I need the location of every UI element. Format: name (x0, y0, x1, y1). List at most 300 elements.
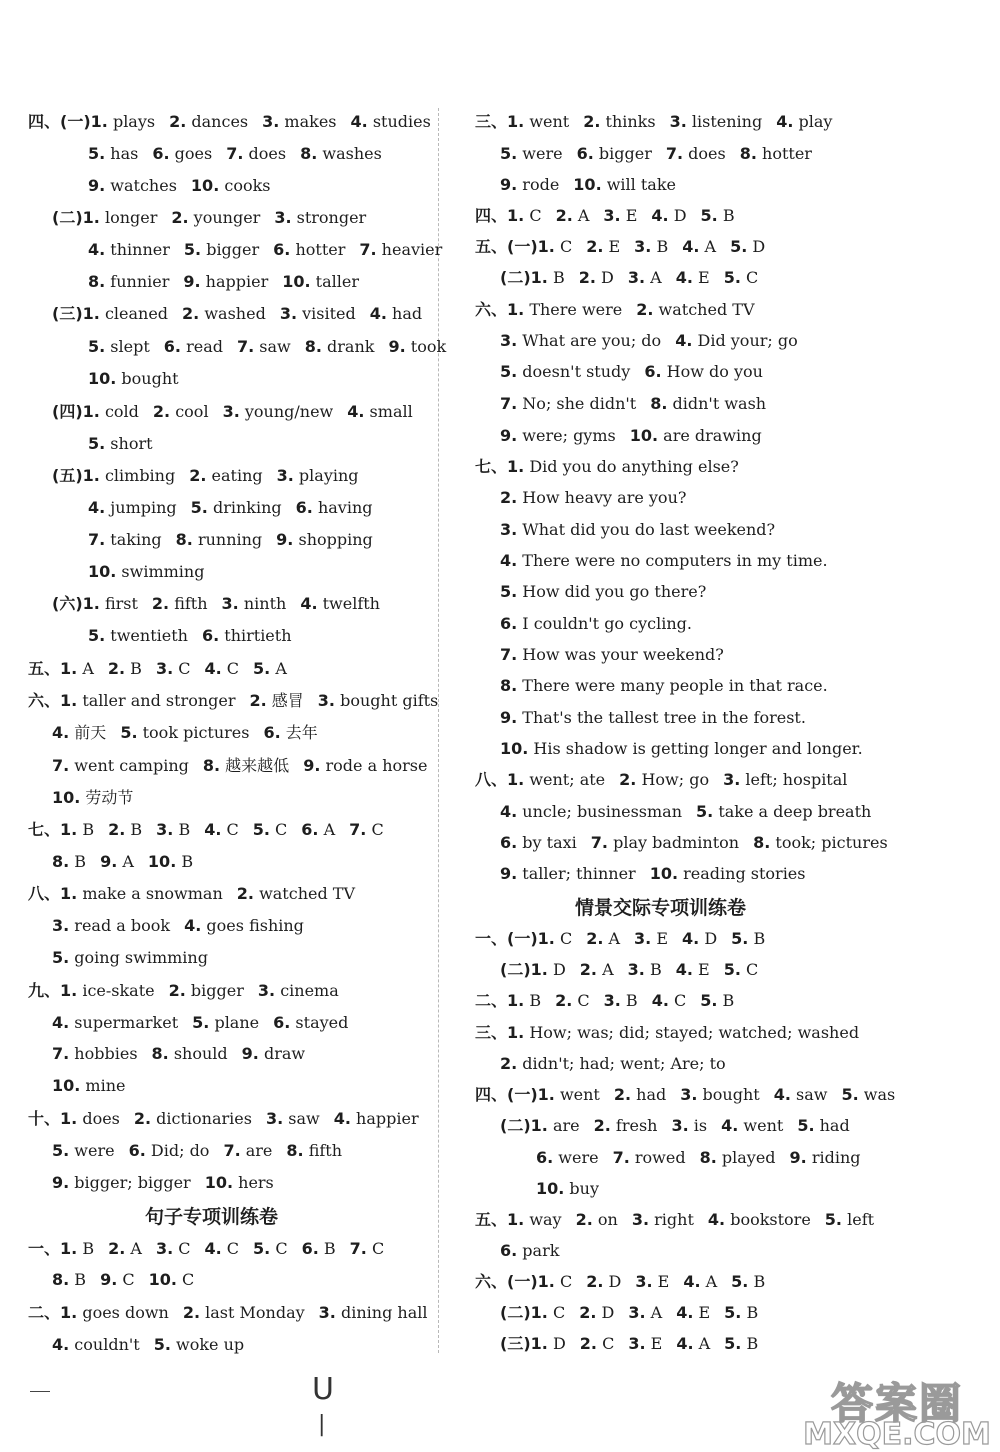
question-number: 5. (724, 1334, 742, 1353)
question-number: 3. (627, 960, 645, 979)
question-number: 9. (100, 1270, 118, 1289)
question-number: 2. (586, 929, 604, 948)
section-number: (二) (500, 268, 531, 287)
right-line-19 (500, 708, 820, 728)
answer-text: are (240, 1141, 273, 1160)
right-line-22 (500, 802, 885, 822)
left-line-33 (52, 1173, 288, 1193)
question-number: 1. (60, 884, 78, 903)
answer-text: saw (790, 1085, 828, 1104)
answer-text: B (125, 820, 143, 839)
right-line-0 (475, 112, 846, 132)
question-number: 2. (555, 991, 573, 1010)
question-number: 4. (204, 659, 222, 678)
answer-text: bigger (201, 240, 260, 259)
question-number: 2. (555, 206, 573, 225)
left-line-9 (52, 402, 427, 422)
answer-text: C (221, 659, 240, 678)
question-number: 8. (286, 1141, 304, 1160)
question-number: 8. (175, 530, 193, 549)
answer-text: slept (105, 337, 150, 356)
question-number: 1. (537, 237, 555, 256)
question-number: 4. (651, 991, 669, 1010)
question-number: 5. (88, 626, 106, 645)
question-number: 4. (184, 916, 202, 935)
answer-text: were (69, 1141, 115, 1160)
answer-text: had (386, 304, 423, 323)
answer-text: watched TV (653, 300, 755, 319)
question-number: 8. (202, 756, 221, 775)
answer-text: B (620, 991, 638, 1010)
left-line-17 (28, 659, 301, 679)
answer-text: B (717, 991, 735, 1010)
left-line-31 (28, 1109, 433, 1129)
answer-text: by taxi (517, 833, 577, 852)
answer-text: A (77, 659, 94, 678)
answer-text: thinner (105, 240, 170, 259)
question-number: 5. (253, 1239, 271, 1258)
question-number: 6. (273, 240, 291, 259)
left-line-32 (52, 1141, 356, 1161)
answer-text: left (842, 1210, 875, 1229)
answer-text: dictionaries (151, 1109, 252, 1128)
answer-text: happier (200, 272, 269, 291)
answer-text: D (595, 268, 614, 287)
answer-text: A (597, 960, 614, 979)
question-number: 6. (576, 144, 594, 163)
question-number: 8. (52, 852, 70, 871)
right-line-13 (500, 520, 789, 540)
column-divider (438, 108, 439, 1353)
question-number: 10. (88, 369, 117, 388)
question-number: 1. (537, 929, 555, 948)
answer-text: swimming (116, 562, 205, 581)
answer-text: C (554, 929, 573, 948)
answer-text: are (547, 1116, 580, 1135)
question-number: 2. (171, 208, 189, 227)
question-number: 1. (82, 594, 100, 613)
question-number: 3. (276, 466, 294, 485)
right2-line-11 (475, 1272, 779, 1292)
answer-text: left; hospital (740, 770, 848, 789)
answer-text: woke up (170, 1335, 245, 1354)
answer-text: listening (686, 112, 763, 131)
question-number: 1. (530, 960, 548, 979)
answer-text: B (524, 991, 542, 1010)
answer-text: does (683, 144, 726, 163)
right-line-9 (500, 394, 780, 414)
question-number: 3. (222, 402, 240, 421)
answer-text: drinking (207, 498, 282, 517)
question-number: 8. (650, 394, 668, 413)
right-section-heading: 情景交际专项训练卷 (575, 897, 747, 919)
answer-text: B (77, 820, 95, 839)
answer-text: park (517, 1241, 560, 1260)
answer-text: hobbies (69, 1044, 138, 1063)
question-number: 3. (221, 594, 239, 613)
left2-line-3 (52, 1335, 258, 1355)
question-number: 4. (683, 1272, 701, 1291)
question-number: 4. (204, 1239, 222, 1258)
question-number: 8. (739, 144, 757, 163)
answer-text: washed (199, 304, 266, 323)
question-number: 5. (696, 802, 714, 821)
section-number: 九、 (28, 981, 61, 1000)
question-number: 5. (88, 144, 106, 163)
question-number: 10. (500, 739, 529, 758)
answer-text: A (125, 1239, 142, 1258)
question-number: 6. (644, 362, 662, 381)
question-number: 2. (108, 1239, 126, 1258)
question-number: 4. (675, 960, 693, 979)
answer-text: D (668, 206, 687, 225)
question-number: 4. (721, 1116, 739, 1135)
answer-text: B (741, 1303, 759, 1322)
left-line-18 (28, 691, 452, 711)
question-number: 3. (671, 1116, 689, 1135)
answer-text: B (125, 659, 142, 678)
question-number: 9. (500, 708, 518, 727)
left-line-5 (88, 272, 373, 292)
handwritten-stroke: | (318, 1412, 326, 1437)
answer-text: C (173, 659, 191, 678)
question-number: 6. (301, 1239, 319, 1258)
answer-text: C (366, 820, 384, 839)
right-line-1 (500, 144, 826, 164)
section-number: 八、 (475, 770, 508, 789)
question-number: 10. (52, 788, 81, 807)
right-line-12 (500, 488, 700, 508)
answer-text: plane (209, 1013, 260, 1032)
answer-text: cinema (275, 981, 339, 1000)
section-number: (二) (52, 208, 83, 227)
answer-text: taller and stronger (77, 691, 236, 710)
question-number: 10. (536, 1179, 565, 1198)
question-number: 1. (82, 466, 100, 485)
left-line-2 (88, 176, 284, 196)
answer-text: C (173, 1239, 191, 1258)
answer-text: A (603, 929, 621, 948)
question-number: 2. (500, 1054, 518, 1073)
answer-text: went camping (69, 756, 189, 775)
right-line-18 (500, 676, 842, 696)
question-number: 9. (52, 1173, 70, 1192)
answer-text: 前天 (69, 723, 107, 742)
answer-text: twelfth (317, 594, 380, 613)
question-number: 10. (148, 1270, 177, 1289)
question-number: 4. (707, 1210, 726, 1229)
question-number: 2. (152, 402, 171, 421)
answer-text: read (181, 337, 223, 356)
question-number: 7. (500, 645, 518, 664)
question-number: 3. (723, 770, 741, 789)
answer-text: B (69, 852, 87, 871)
question-number: 3. (279, 304, 298, 323)
answer-text: A (318, 820, 336, 839)
left-line-24 (28, 884, 369, 904)
answer-text: C (270, 1239, 288, 1258)
answer-text: C (221, 1239, 240, 1258)
answer-text: B (77, 1239, 95, 1258)
question-number: 7. (52, 756, 70, 775)
answer-text: A (270, 659, 287, 678)
answer-text: fifth (169, 594, 208, 613)
answer-text: studies (367, 112, 431, 131)
question-number: 3. (635, 1272, 653, 1291)
section-number: 四、 (475, 206, 508, 225)
right-line-4 (475, 237, 779, 257)
left-line-27 (28, 981, 353, 1001)
question-number: 9. (500, 426, 518, 445)
answer-text: D (547, 960, 566, 979)
question-number: 2. (182, 1303, 201, 1322)
question-number: 9. (241, 1044, 259, 1063)
answer-text: bigger; bigger (69, 1173, 191, 1192)
answer-text: stronger (291, 208, 367, 227)
answer-text: young/new (239, 402, 334, 421)
answer-text: take a deep breath (713, 802, 872, 821)
right-line-3 (475, 206, 749, 226)
answer-text: I couldn't go cycling. (517, 614, 692, 633)
question-number: 9. (100, 852, 118, 871)
answer-text: goes fishing (201, 916, 304, 935)
answer-text: rode a horse (320, 756, 428, 775)
answer-text: C (117, 1270, 135, 1289)
question-number: 6. (536, 1148, 554, 1167)
right-line-20 (500, 739, 877, 759)
left-section-heading: 句子专项训练卷 (145, 1206, 279, 1228)
question-number: 4. (682, 929, 700, 948)
question-number: 6. (295, 498, 313, 517)
answer-text: cold (99, 402, 139, 421)
question-number: 8. (500, 676, 518, 695)
answer-text: D (699, 929, 718, 948)
question-number: 9. (388, 337, 406, 356)
answer-text: taking (105, 530, 162, 549)
question-number: 4. (676, 1334, 694, 1353)
question-number: 1. (530, 1303, 548, 1322)
question-number: 10. (649, 864, 679, 883)
question-number: 4. (347, 402, 365, 421)
right-line-6 (475, 300, 769, 320)
question-number: 2. (575, 1210, 593, 1229)
right2-line-4 (500, 1054, 740, 1074)
question-number: 9. (500, 175, 518, 194)
question-number: 2. (583, 112, 601, 131)
answer-text: twentieth (105, 626, 188, 645)
section-number: 四、(一) (28, 112, 91, 131)
handwritten-mark: U (312, 1372, 334, 1407)
answer-text: fresh (610, 1116, 658, 1135)
answer-text: hers (233, 1173, 274, 1192)
question-number: 4. (52, 1013, 70, 1032)
section-number: 五、 (28, 659, 61, 678)
left-line-4 (88, 240, 456, 260)
right-line-21 (475, 770, 861, 790)
answer-text: hotter (290, 240, 346, 259)
question-number: 1. (530, 1334, 548, 1353)
question-number: 8. (699, 1148, 717, 1167)
answer-text: What did you do last weekend? (517, 520, 776, 539)
answer-text: cooks (219, 176, 271, 195)
question-number: 10. (147, 852, 177, 871)
answer-text: going swimming (69, 948, 208, 967)
answer-text: had (814, 1116, 850, 1135)
right-line-2 (500, 175, 690, 195)
answer-text: E (603, 237, 621, 256)
question-number: 8. (52, 1270, 70, 1289)
answer-text: His shadow is getting longer and longer. (528, 739, 863, 758)
question-number: 8. (753, 833, 771, 852)
question-number: 4. (350, 112, 368, 131)
question-number: 2. (579, 1303, 597, 1322)
question-number: 1. (507, 1023, 525, 1042)
question-number: 5. (723, 960, 741, 979)
answer-text: Did your; go (692, 331, 798, 350)
answer-text: What are you; do (517, 331, 662, 350)
question-number: 2. (579, 1334, 597, 1353)
answer-text: There were many people in that race. (517, 676, 828, 695)
question-number: 5. (88, 337, 106, 356)
right2-line-2 (475, 991, 748, 1011)
question-number: 3. (262, 112, 280, 131)
answer-text: D (747, 237, 766, 256)
question-number: 9. (500, 864, 518, 883)
question-number: 3. (257, 981, 276, 1000)
section-number: 三、 (475, 112, 508, 131)
right2-line-12 (500, 1303, 772, 1323)
left-line-29 (52, 1044, 319, 1064)
question-number: 7. (349, 820, 367, 839)
answer-text: riding (806, 1148, 861, 1167)
answer-text: How was your weekend? (517, 645, 724, 664)
right-line-11 (475, 457, 753, 477)
right-line-14 (500, 551, 842, 571)
right-line-8 (500, 362, 777, 382)
section-number: (三) (500, 1334, 531, 1353)
answer-text: B (651, 237, 669, 256)
watermark-url: MXQE.COM (803, 1417, 991, 1452)
answer-text: heavier (376, 240, 443, 259)
left2-line-0 (28, 1239, 398, 1259)
right2-line-6 (500, 1116, 864, 1136)
question-number: 5. (700, 991, 718, 1010)
answer-text: uncle; businessman (517, 802, 683, 821)
right-line-17 (500, 645, 738, 665)
question-number: 4. (300, 594, 318, 613)
answer-text: will take (601, 175, 676, 194)
question-number: 1. (530, 1116, 548, 1135)
answer-text: were; gyms (517, 426, 616, 445)
answer-text: supermarket (69, 1013, 179, 1032)
answer-text: How do you (661, 362, 763, 381)
answer-text: taller; thinner (517, 864, 636, 883)
answer-text: draw (258, 1044, 306, 1063)
question-number: 5. (190, 498, 208, 517)
answer-text: How; was; did; stayed; watched; washed (524, 1023, 860, 1042)
left-line-6 (52, 304, 436, 324)
question-number: 5. (731, 1272, 749, 1291)
section-number: 一、(一) (475, 929, 538, 948)
answer-text: A (572, 206, 590, 225)
answer-text: B (318, 1239, 336, 1258)
answer-text: thinks (600, 112, 656, 131)
answer-text: B (748, 1272, 766, 1291)
answer-text: C (221, 820, 239, 839)
question-number: 4. (500, 802, 518, 821)
section-number: 五、 (475, 1210, 508, 1229)
question-number: 3. (500, 520, 518, 539)
answer-text: way (524, 1210, 562, 1229)
answer-text: bigger (185, 981, 244, 1000)
answer-text: stayed (290, 1013, 349, 1032)
question-number: 5. (88, 434, 106, 453)
question-number: 5. (797, 1116, 815, 1135)
question-number: 7. (226, 144, 244, 163)
question-number: 2. (579, 960, 597, 979)
answer-text: C (547, 1303, 566, 1322)
question-number: 1. (537, 1085, 555, 1104)
answer-text: last Monday (200, 1303, 305, 1322)
answer-text: make a snowman (77, 884, 223, 903)
section-number: 六、 (475, 300, 508, 319)
question-number: 3. (603, 206, 621, 225)
question-number: 3. (317, 691, 336, 710)
question-number: 5. (52, 948, 70, 967)
question-number: 5. (52, 1141, 70, 1160)
question-number: 4. (500, 551, 518, 570)
question-number: 1. (507, 206, 525, 225)
answer-text: B (173, 820, 191, 839)
question-number: 7. (236, 337, 255, 356)
question-number: 6. (500, 833, 518, 852)
answer-text: C (269, 820, 288, 839)
answer-text: cleaned (99, 304, 169, 323)
answer-text: bought gifts (335, 691, 439, 710)
section-number: 五、(一) (475, 237, 538, 256)
answer-text: E (692, 268, 710, 287)
question-number: 4. (651, 206, 669, 225)
answer-text: plays (107, 112, 156, 131)
section-number: 二、 (475, 991, 508, 1010)
question-number: 4. (675, 331, 693, 350)
question-number: 9. (276, 530, 294, 549)
answer-text: played (716, 1148, 776, 1167)
answer-text: didn't; had; went; Are; to (517, 1054, 726, 1073)
answer-text: should (168, 1044, 228, 1063)
left-line-21 (52, 788, 147, 808)
question-number: 3. (500, 331, 518, 350)
section-number: (二) (500, 1303, 531, 1322)
answer-text: E (620, 206, 638, 225)
question-number: 4. (675, 268, 693, 287)
answer-text: C (524, 206, 542, 225)
question-number: 2. (586, 237, 604, 256)
answer-text: reading stories (678, 864, 806, 883)
answer-text: A (693, 1334, 711, 1353)
question-number: 1. (507, 991, 525, 1010)
answer-text: 去年 (280, 723, 318, 742)
answer-text: longer (99, 208, 158, 227)
left-line-12 (88, 498, 387, 518)
answer-text: were (553, 1148, 599, 1167)
answer-text: is (688, 1116, 708, 1135)
answer-text: went (524, 112, 570, 131)
answer-text: play badminton (608, 833, 740, 852)
right-line-5 (500, 268, 772, 288)
question-number: 5. (120, 723, 138, 742)
footer-dash (30, 1391, 50, 1392)
